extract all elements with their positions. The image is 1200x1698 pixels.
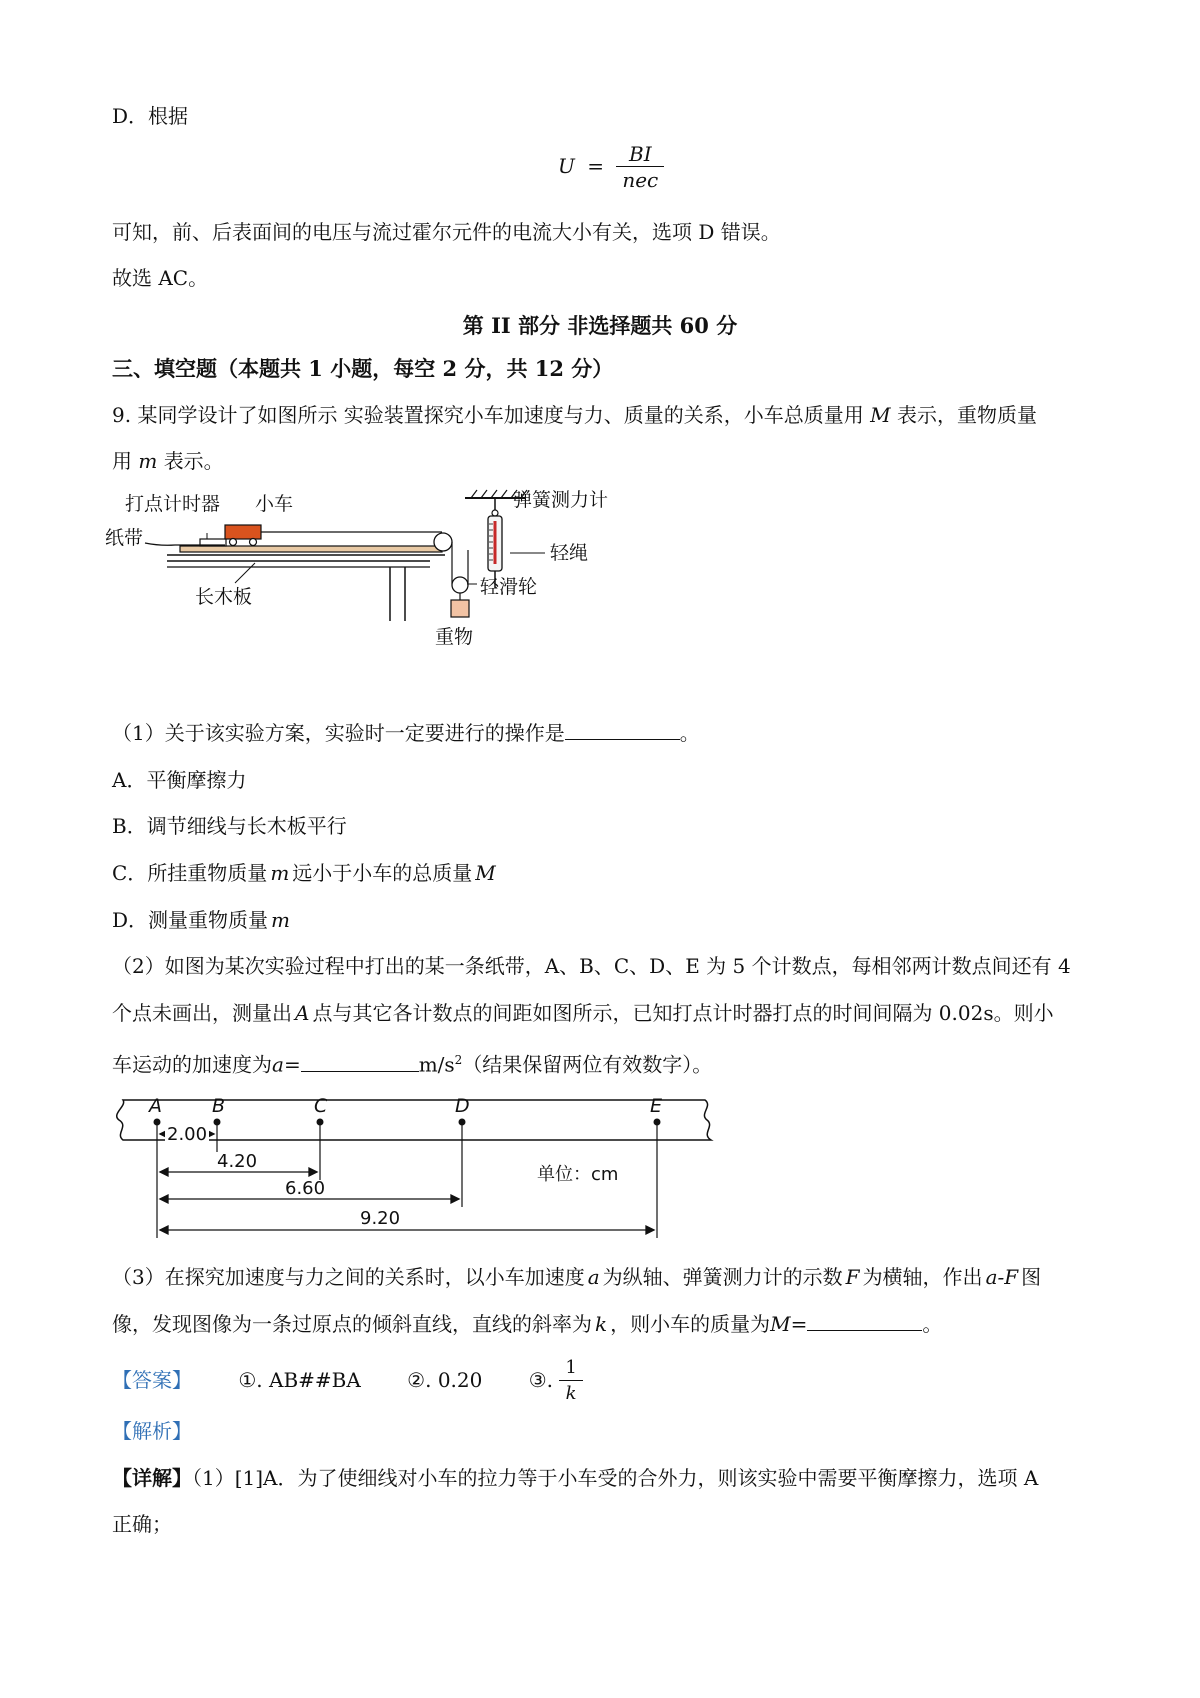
answer-3-den: k — [565, 1383, 577, 1404]
section-title: 三、填空题（本题共 1 小题，每空 2 分，共 12 分） — [112, 356, 614, 381]
answer-1: ①. AB##BA — [238, 1368, 361, 1392]
sub3-line1 — [112, 1264, 1041, 1290]
tape-unit: 单位：cm — [537, 1164, 619, 1185]
option-c-text2: 远小于小车的总质量 — [292, 861, 473, 885]
sub3-l2-mid: ，则小车的质量为 — [610, 1312, 771, 1336]
dist-AD: 6.60 — [285, 1178, 326, 1199]
light-pulley — [452, 577, 468, 593]
var-M: M — [870, 403, 891, 427]
answer-blank-3[interactable] — [807, 1312, 922, 1331]
sub3-var-a: a — [587, 1265, 600, 1289]
label-A: A — [149, 1095, 162, 1117]
answer-blank-1[interactable] — [565, 721, 680, 740]
answer-line — [112, 1350, 583, 1410]
label-tape: 纸带 — [105, 527, 144, 549]
option-d-letter: D． — [112, 908, 149, 932]
sub3-l2-eq: = — [790, 1312, 808, 1336]
answer-3-label: ③. — [528, 1368, 554, 1392]
option-b-letter: B． — [112, 814, 147, 838]
option-a-text: 平衡摩擦力 — [146, 768, 247, 792]
option-d-text: 测量重物质量 — [148, 908, 269, 932]
option-c-text: 所挂重物质量 — [147, 861, 268, 885]
formula-fraction — [616, 142, 664, 193]
label-pulley: 轻滑轮 — [480, 576, 538, 598]
sub2-line3 — [112, 1047, 712, 1078]
sub3-l1-pre: （3）在探究加速度与力之间的关系时，以小车加速度 — [112, 1265, 585, 1289]
sub2-l3-post: （结果保留两位有效数字）。 — [462, 1052, 713, 1077]
sub3-var-F: F — [845, 1265, 860, 1289]
label-E: E — [650, 1095, 663, 1117]
q9-stem-a: 9. 某同学设计了如图所示 实验装置探究小车加速度与力、质量的关系，小车总质量用 — [112, 403, 864, 427]
analysis-tag: 【解析】 — [112, 1419, 192, 1443]
formula-eq: = — [587, 154, 604, 178]
sub3-line2 — [112, 1311, 942, 1337]
dist-AC: 4.20 — [217, 1151, 258, 1172]
sub3-var-k: k — [595, 1312, 608, 1336]
label-D: D — [455, 1095, 470, 1117]
dist-AE: 9.20 — [360, 1208, 401, 1229]
sub2-l2-post: 点与其它各计数点的间距如图所示，已知打点计时器打点的时间间隔为 0.02s。则小 — [312, 1001, 1054, 1025]
answer-blank-2[interactable] — [301, 1053, 419, 1072]
sub2-unit-sup: 2 — [454, 1053, 463, 1067]
q9-stem-c-pre: 用 — [112, 449, 132, 473]
var-A: A — [295, 1001, 310, 1025]
label-rope: 轻绳 — [550, 542, 589, 564]
answer-tag: 【答案】 — [112, 1368, 192, 1392]
sub2-l2-pre: 个点未画出，测量出 — [112, 1001, 292, 1025]
detail-text1: （1）[1]A．为了使细线对小车的拉力等于小车受的合外力，则该实验中需要平衡摩擦力，选项 A — [192, 1466, 1039, 1490]
sub2-line2 — [112, 1000, 1054, 1026]
detail-tag: 【详解】 — [112, 1466, 192, 1490]
label-spring-scale: 弹簧测力计 — [513, 489, 609, 511]
label-cart: 小车 — [255, 493, 294, 515]
detail-line2: 正确； — [112, 1512, 172, 1536]
choose-line: 故选 AC。 — [112, 266, 209, 290]
sub3-l2-pre: 像，发现图像为一条过原点的倾斜直线，直线的斜率为 — [112, 1312, 592, 1336]
sub3-l1-post: 图 — [1021, 1265, 1042, 1289]
q9-stem-c-post: 表示。 — [163, 449, 224, 473]
answer-3-num: 1 — [559, 1356, 582, 1381]
sub2-line1: （2）如图为某次实验过程中打出的某一条纸带，A、B、C、D、E 为 5 个计数点，每相邻两计数点间还有 4 — [112, 954, 1071, 978]
option-b — [112, 813, 347, 839]
formula-numerator: BI — [616, 142, 664, 167]
var-a: a — [272, 1052, 284, 1077]
option-d — [112, 907, 290, 933]
sub3-var-M: M — [770, 1312, 791, 1336]
sub3-l2-end: 。 — [922, 1312, 943, 1336]
sub1-text: （1）关于该实验方案，实验时一定要进行的操作是 — [112, 721, 565, 745]
label-B: B — [212, 1095, 226, 1117]
formula-denominator: nec — [622, 168, 659, 192]
option-c-var-M: M — [475, 861, 496, 885]
paper-tape-figure — [105, 1090, 725, 1240]
var-m: m — [138, 449, 158, 473]
option-a-letter: A． — [112, 768, 147, 792]
option-c-var-m: m — [270, 861, 290, 885]
label-timer: 打点计时器 — [125, 493, 221, 515]
sub1-line — [112, 720, 700, 746]
sub1-end: 。 — [679, 721, 700, 745]
cart — [225, 525, 261, 539]
label-C: C — [314, 1095, 328, 1117]
detail-line1 — [112, 1465, 1038, 1491]
sub3-var-aF: a-F — [985, 1265, 1019, 1289]
label-board: 长木板 — [195, 586, 253, 608]
option-b-text: 调节细线与长木板平行 — [146, 814, 347, 838]
option-c-letter: C． — [112, 861, 148, 885]
sub3-l1-mid2: 为横轴，作出 — [862, 1265, 983, 1289]
sub3-l1-mid: 为纵轴、弹簧测力计的示数 — [602, 1265, 843, 1289]
option-d-var-m: m — [271, 908, 291, 932]
sub2-unit: m/s — [418, 1052, 455, 1077]
option-d-label: D．根据 — [112, 104, 189, 128]
option-c — [112, 860, 496, 886]
apparatus-diagram — [105, 488, 665, 710]
part-title: 第 II 部分 非选择题共 60 分 — [462, 313, 738, 338]
answer-3-fraction — [559, 1356, 582, 1407]
q9-stem-line1 — [112, 402, 1037, 428]
answer-2: ②. 0.20 — [407, 1368, 483, 1392]
formula — [558, 142, 664, 193]
formula-lhs: U — [558, 154, 575, 178]
sub2-l3-pre: 车运动的加速度为 — [112, 1052, 272, 1077]
label-weight: 重物 — [435, 626, 474, 648]
q9-stem-b: 表示，重物质量 — [897, 403, 1037, 427]
option-d-conclusion: 可知，前、后表面间的电压与流过霍尔元件的电流大小有关，选项 D 错误。 — [112, 220, 781, 244]
option-a — [112, 767, 246, 793]
dist-AB: 2.00 — [167, 1124, 208, 1145]
long-board — [180, 546, 442, 552]
q9-stem-line2 — [112, 448, 224, 474]
weight-block — [451, 600, 469, 617]
sub2-l3-eq: = — [283, 1052, 301, 1077]
